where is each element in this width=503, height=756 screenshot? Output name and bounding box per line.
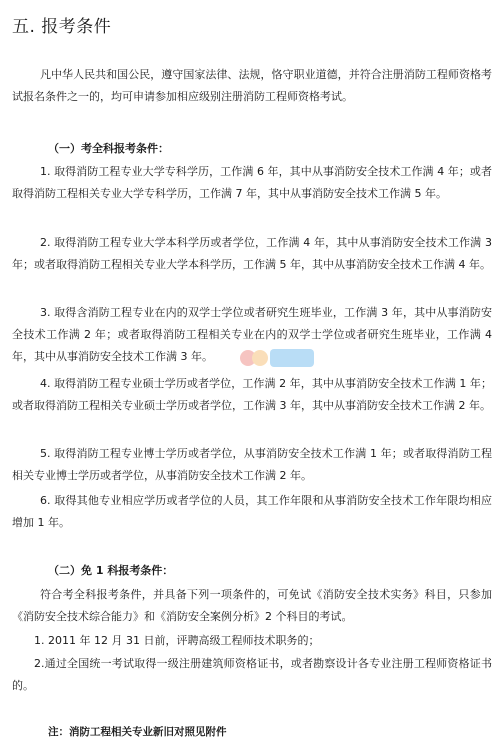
section-title: 五. 报考条件 — [12, 17, 112, 37]
condition-item-4: 4. 取得消防工程专业硕士学历或者学位，工作满 2 年，其中从事消防安全技术工作满 1 年；或者取得消防工程相关专业硕士学历或者学位，工作满 3 年，其中从事消防安全技术工作满 2 年。 — [12, 377, 492, 412]
exempt-one-heading: （二）免 1 科报考条件： — [48, 564, 174, 577]
condition-item-1: 1. 取得消防工程专业大学专科学历，工作满 6 年，其中从事消防安全技术工作满 4 年；或者取得消防工程相关专业大学专科学历，工作满 7 年，其中从事消防安全技术工作满 5 年。 — [12, 165, 492, 200]
watermark-logo-icon — [238, 343, 318, 373]
intro-paragraph: 凡中华人民共和国公民，遵守国家法律、法规，恪守职业道德，并符合注册消防工程师资格考试报名条件之一的，均可申请参加相应级别注册消防工程师资格考试。 — [12, 68, 492, 103]
exempt-item-2: 2.通过全国统一考试取得一级注册建筑师资格证书，或者勘察设计各专业注册工程师资格证书的。 — [12, 657, 492, 692]
condition-item-3: 3. 取得含消防工程专业在内的双学士学位或者研究生班毕业，工作满 3 年，其中从事消防安全技术工作满 2 年；或者取得消防工程相关专业在内的双学士学位或者研究生班毕业，工作满 4 年，其中从事消防安全技术工作满 3 年。 — [12, 306, 492, 363]
condition-item-6: 6. 取得其他专业相应学历或者学位的人员，其工作年限和从事消防安全技术工作年限均相应增加 1 年。 — [12, 494, 492, 529]
exempt-one-intro: 符合考全科报考条件，并具备下列一项条件的，可免试《消防安全技术实务》科目，只参加《消防安全技术综合能力》和《消防安全案例分析》2 个科目的考试。 — [12, 588, 492, 623]
footnote: 注：消防工程相关专业新旧对照见附件 — [48, 726, 227, 738]
all-subjects-heading: （一）考全科报考条件： — [48, 142, 169, 155]
condition-item-2: 2. 取得消防工程专业大学本科学历或者学位，工作满 4 年，其中从事消防安全技术工作满 3 年；或者取得消防工程相关专业大学本科学历，工作满 5 年，其中从事消防安全技术工作满 4 年。 — [12, 236, 492, 271]
exempt-item-1: 1. 2011 年 12 月 31 日前，评聘高级工程师技术职务的； — [34, 634, 320, 647]
condition-item-5: 5. 取得消防工程专业博士学历或者学位，从事消防安全技术工作满 1 年；或者取得消防工程相关专业博士学历或者学位，从事消防安全技术工作满 2 年。 — [12, 447, 492, 482]
